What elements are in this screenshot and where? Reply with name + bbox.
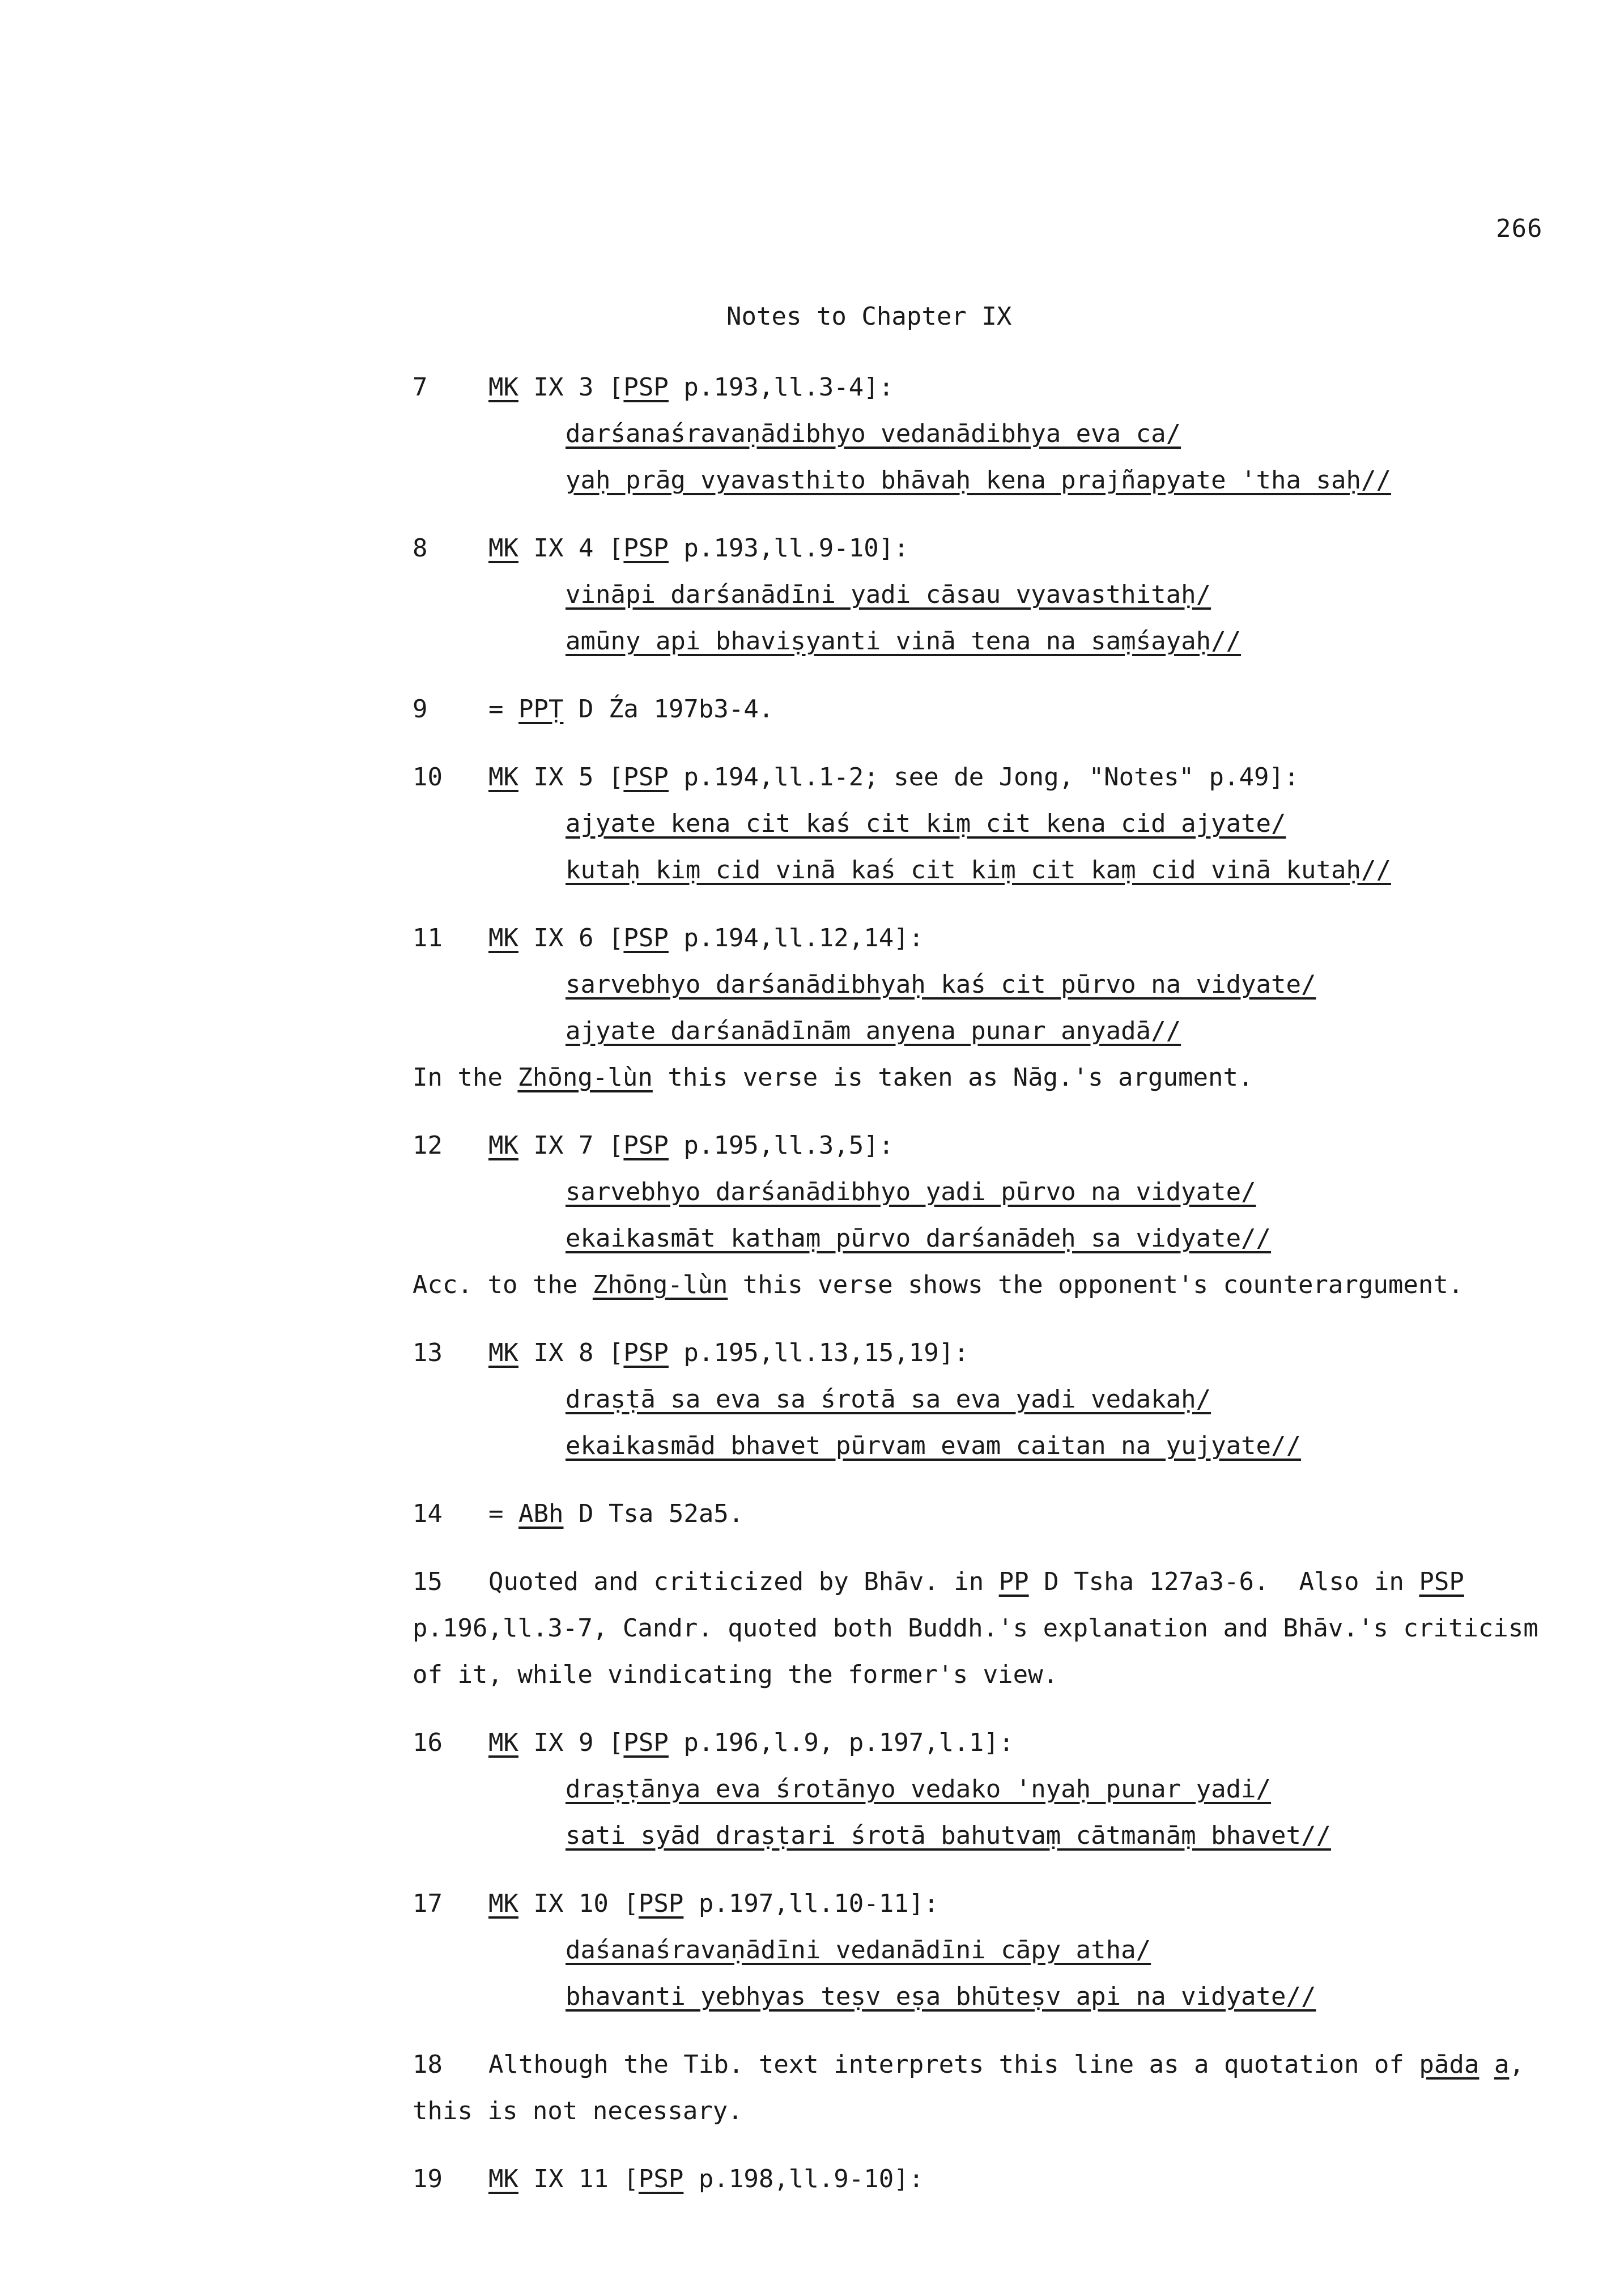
verse-line: ekaikasmāt kathaṃ pūrvo darśanādeḥ sa vidyate// <box>566 1224 1272 1253</box>
ref-abbrev: MK <box>488 1338 518 1367</box>
note-prose-line: of it, while vindicating the former's view. <box>413 1660 1058 1689</box>
note-7 <box>413 364 1563 504</box>
src-text: p.195,ll.3,5]: <box>668 1131 894 1160</box>
verse-line: daśanaśravaṇādīni vedanādīni cāpy atha/ <box>566 1936 1151 1965</box>
src-abbrev: PSP <box>638 2165 684 2193</box>
verse-line: ajyate kena cit kaś cit kiṃ cit kena cid ajyate/ <box>566 809 1286 838</box>
ref-abbrev: MK <box>488 763 518 792</box>
src-text: p.193,ll.3-4]: <box>668 373 894 402</box>
ref-abbrev: PPṬ <box>518 695 564 724</box>
ref-text: IX 4 [ <box>518 534 624 563</box>
note-9 <box>413 686 1563 733</box>
term-pp: PP <box>998 1567 1029 1596</box>
src-text: p.195,ll.13,15,19]: <box>668 1338 969 1367</box>
src-text: p.196,l.9, p.197,l.1]: <box>668 1728 1014 1757</box>
verse-line: yaḥ prāg vyavasthito bhāvaḥ kena prajñapyate 'tha saḥ// <box>566 466 1391 495</box>
note-number: 19 <box>413 2165 443 2193</box>
ref-text: D Tsa 52a5. <box>563 1499 744 1528</box>
ref-text: IX 3 [ <box>518 373 624 402</box>
ref-abbrev: ABh <box>518 1499 564 1528</box>
note-number: 18 <box>413 2050 443 2079</box>
note-number: 11 <box>413 924 443 953</box>
term-zhong-lun: Zhōng-lùn <box>592 1270 728 1299</box>
notes-list <box>413 364 1563 2203</box>
ref-text: D Źa 197b3-4. <box>563 695 774 724</box>
note-prose-line: 18 Although the Tib. text interprets this line as a quotation of pāda a, <box>413 2042 1563 2088</box>
ref-text: IX 5 [ <box>518 763 624 792</box>
note-10 <box>413 754 1563 894</box>
src-text: p.197,ll.10-11]: <box>683 1889 939 1918</box>
note-18 <box>413 2042 1563 2135</box>
note-prose-line: p.196,ll.3-7, Candr. quoted both Buddh.'s explanation and Bhāv.'s criticism <box>413 1614 1538 1643</box>
note-11 <box>413 915 1563 1101</box>
ref-text: IX 7 [ <box>518 1131 624 1160</box>
ref-abbrev: MK <box>488 924 518 953</box>
src-abbrev: PSP <box>623 1728 669 1757</box>
verse-line: bhavanti yebhyas teṣv eṣa bhūteṣv api na vidyate// <box>566 1982 1316 2011</box>
note-19 <box>413 2156 1563 2203</box>
ref-abbrev: MK <box>488 1889 518 1918</box>
page-title: Notes to Chapter IX <box>726 302 1012 331</box>
note-8 <box>413 525 1563 665</box>
ref-text: IX 10 [ <box>518 1889 639 1918</box>
src-abbrev: PSP <box>623 763 669 792</box>
note-prose-line: 15 Quoted and criticized by Bhāv. in PP D Tsha 127a3-6. Also in PSP <box>413 1559 1563 1605</box>
src-text: p.194,ll.12,14]: <box>668 924 924 953</box>
ref-prefix: = <box>488 695 518 724</box>
note-number: 15 <box>413 1567 443 1596</box>
note-17 <box>413 1881 1563 2020</box>
ref-text: IX 9 [ <box>518 1728 624 1757</box>
src-abbrev: PSP <box>638 1889 684 1918</box>
note-13 <box>413 1330 1563 1469</box>
note-comment: In the Zhōng-lùn this verse is taken as Nāg.'s argument. <box>413 1063 1253 1092</box>
term-pada: pāda <box>1419 2050 1480 2079</box>
ref-abbrev: MK <box>488 1131 518 1160</box>
src-text: p.193,ll.9-10]: <box>668 534 909 563</box>
src-text: p.194,ll.1-2; see de Jong, "Notes" p.49]: <box>668 763 1299 792</box>
verse-line: vināpi darśanādīni yadi cāsau vyavasthitaḥ/ <box>566 580 1211 609</box>
src-abbrev: PSP <box>623 373 669 402</box>
verse-line: draṣṭā sa eva sa śrotā sa eva yadi vedakaḥ/ <box>566 1385 1211 1414</box>
verse-line: sarvebhyo darśanādibhyaḥ kaś cit pūrvo na vidyate/ <box>566 970 1316 999</box>
note-number: 12 <box>413 1131 443 1160</box>
note-comment: Acc. to the Zhōng-lùn this verse shows the opponent's counterargument. <box>413 1270 1464 1299</box>
verse-line: sati syād draṣṭari śrotā bahutvaṃ cātmanāṃ bhavet// <box>566 1821 1332 1850</box>
ref-abbrev: MK <box>488 2165 518 2193</box>
ref-prefix: = <box>488 1499 518 1528</box>
ref-text: IX 11 [ <box>518 2165 639 2193</box>
ref-abbrev: MK <box>488 1728 518 1757</box>
ref-abbrev: MK <box>488 534 518 563</box>
note-number: 16 <box>413 1728 443 1757</box>
src-abbrev: PSP <box>623 1338 669 1367</box>
src-text: p.198,ll.9-10]: <box>683 2165 924 2193</box>
ref-abbrev: MK <box>488 373 518 402</box>
note-number: 7 <box>413 373 428 402</box>
note-number: 9 <box>413 695 428 724</box>
note-number: 10 <box>413 763 443 792</box>
note-number: 14 <box>413 1499 443 1528</box>
ref-text: IX 8 [ <box>518 1338 624 1367</box>
ref-text: IX 6 [ <box>518 924 624 953</box>
src-abbrev: PSP <box>623 1131 669 1160</box>
verse-line: amūny api bhaviṣyanti vinā tena na saṃśayaḥ// <box>566 627 1242 656</box>
note-14 <box>413 1491 1563 1537</box>
term-zhong-lun: Zhōng-lùn <box>517 1063 653 1092</box>
verse-line: kutaḥ kiṃ cid vinā kaś cit kiṃ cit kaṃ cid vinā kutaḥ// <box>566 856 1391 885</box>
note-15 <box>413 1559 1563 1698</box>
term-psp: PSP <box>1419 1567 1464 1596</box>
verse-line: ekaikasmād bhavet pūrvam evam caitan na yujyate// <box>566 1431 1302 1460</box>
note-number: 17 <box>413 1889 443 1918</box>
verse-line: sarvebhyo darśanādibhyo yadi pūrvo na vidyate/ <box>566 1177 1256 1206</box>
note-number: 13 <box>413 1338 443 1367</box>
src-abbrev: PSP <box>623 534 669 563</box>
src-abbrev: PSP <box>623 924 669 953</box>
note-number: 8 <box>413 534 428 563</box>
note-prose-line: this is not necessary. <box>413 2097 743 2125</box>
term-a: a <box>1494 2050 1510 2079</box>
note-16 <box>413 1720 1563 1859</box>
page-number: 266 <box>1496 214 1543 243</box>
note-12 <box>413 1123 1563 1308</box>
verse-line: draṣṭānya eva śrotānyo vedako 'nyaḥ punar yadi/ <box>566 1775 1272 1804</box>
verse-line: darśanaśravaṇādibhyo vedanādibhya eva ca/ <box>566 419 1181 448</box>
verse-line: ajyate darśanādīnām anyena punar anyadā// <box>566 1017 1181 1045</box>
